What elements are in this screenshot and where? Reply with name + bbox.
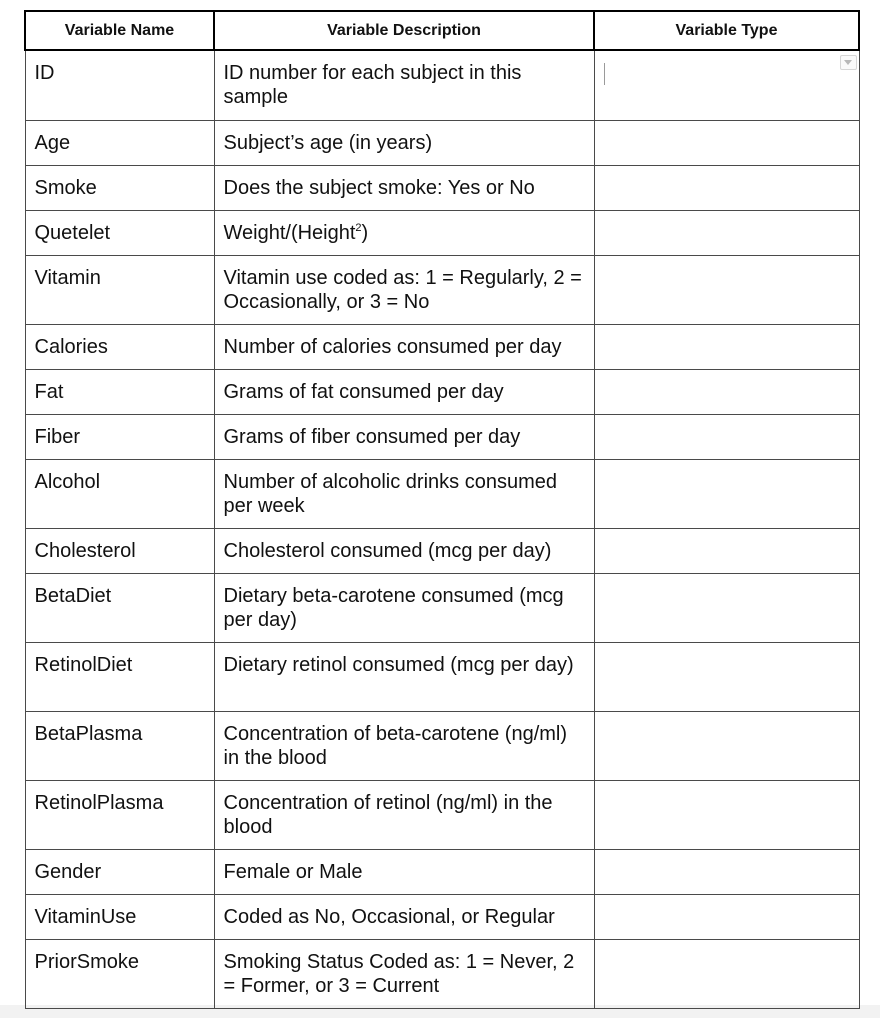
table-row xyxy=(25,459,859,528)
variables-table xyxy=(24,10,860,1009)
variable-name-cell: Cholesterol xyxy=(25,528,214,573)
table-row xyxy=(25,165,859,210)
table-row xyxy=(25,255,859,324)
description-text: ) xyxy=(361,221,369,244)
variable-type-cell[interactable] xyxy=(594,894,859,939)
variable-type-cell[interactable] xyxy=(594,642,859,711)
table-row xyxy=(25,894,859,939)
table-row xyxy=(25,50,859,120)
table-row xyxy=(25,414,859,459)
variable-type-cell[interactable] xyxy=(594,50,859,120)
variable-description-cell: Female or Male xyxy=(214,849,594,894)
description-text: Weight/(Height xyxy=(223,221,356,244)
variable-description-cell: Concentration of retinol (ng/ml) in the blood xyxy=(214,780,594,849)
variable-description-cell xyxy=(214,210,594,255)
variable-name-cell: Quetelet xyxy=(25,210,214,255)
variable-name-cell: ID xyxy=(25,50,214,120)
variable-description-cell: ID number for each subject in this sample xyxy=(214,50,594,120)
variable-name-cell: Calories xyxy=(25,324,214,369)
variable-type-cell[interactable] xyxy=(594,324,859,369)
variable-type-cell[interactable] xyxy=(594,573,859,642)
variable-type-cell[interactable] xyxy=(594,165,859,210)
variable-name-cell: RetinolDiet xyxy=(25,642,214,711)
table-row xyxy=(25,210,859,255)
table-row xyxy=(25,120,859,165)
variable-description-cell: Coded as No, Occasional, or Regular xyxy=(214,894,594,939)
variable-name-cell: Alcohol xyxy=(25,459,214,528)
table-header-row xyxy=(25,11,859,50)
variable-name-cell: BetaPlasma xyxy=(25,711,214,780)
variable-description-cell: Concentration of beta-carotene (ng/ml) in the blood xyxy=(214,711,594,780)
variable-description-cell: Grams of fat consumed per day xyxy=(214,369,594,414)
variable-type-cell[interactable] xyxy=(594,528,859,573)
variable-type-cell[interactable] xyxy=(594,369,859,414)
variable-description-cell: Subject’s age (in years) xyxy=(214,120,594,165)
variable-name-cell: RetinolPlasma xyxy=(25,780,214,849)
table-row xyxy=(25,711,859,780)
chevron-down-icon[interactable] xyxy=(840,55,857,70)
superscript-two: 2 xyxy=(355,221,362,234)
variable-description-cell: Dietary retinol consumed (mcg per day) xyxy=(214,642,594,711)
variable-type-cell[interactable] xyxy=(594,711,859,780)
variable-description-cell: Does the subject smoke: Yes or No xyxy=(214,165,594,210)
variable-description-cell: Grams of fiber consumed per day xyxy=(214,414,594,459)
table-row xyxy=(25,939,859,1008)
variable-name-cell: VitaminUse xyxy=(25,894,214,939)
variable-type-cell[interactable] xyxy=(594,210,859,255)
variable-type-cell[interactable] xyxy=(594,255,859,324)
table-row xyxy=(25,642,859,711)
table-row xyxy=(25,369,859,414)
header-variable-type: Variable Type xyxy=(594,11,859,50)
variable-name-cell: Smoke xyxy=(25,165,214,210)
variable-type-cell[interactable] xyxy=(594,414,859,459)
variable-description-cell: Cholesterol consumed (mcg per day) xyxy=(214,528,594,573)
table-row xyxy=(25,573,859,642)
variable-type-cell[interactable] xyxy=(594,120,859,165)
variable-name-cell: Fiber xyxy=(25,414,214,459)
variable-type-cell[interactable] xyxy=(594,849,859,894)
table-row xyxy=(25,324,859,369)
variable-description-cell: Dietary beta-carotene consumed (mcg per day) xyxy=(214,573,594,642)
table-row xyxy=(25,528,859,573)
variable-name-cell: Gender xyxy=(25,849,214,894)
variable-name-cell: Vitamin xyxy=(25,255,214,324)
variable-description-cell: Smoking Status Coded as: 1 = Never, 2 = Former, or 3 = Current xyxy=(214,939,594,1008)
variable-description-cell: Number of calories consumed per day xyxy=(214,324,594,369)
variable-name-cell: Age xyxy=(25,120,214,165)
header-variable-description: Variable Description xyxy=(214,11,594,50)
text-cursor xyxy=(604,63,605,85)
variable-name-cell: Fat xyxy=(25,369,214,414)
table-row xyxy=(25,780,859,849)
variable-type-cell[interactable] xyxy=(594,780,859,849)
variable-type-cell[interactable] xyxy=(594,939,859,1008)
variable-type-cell[interactable] xyxy=(594,459,859,528)
header-variable-name: Variable Name xyxy=(25,11,214,50)
variable-name-cell: BetaDiet xyxy=(25,573,214,642)
table-row xyxy=(25,849,859,894)
variable-name-cell: PriorSmoke xyxy=(25,939,214,1008)
variable-description-cell: Number of alcoholic drinks consumed per week xyxy=(214,459,594,528)
variable-description-cell: Vitamin use coded as: 1 = Regularly, 2 = Occasionally, or 3 = No xyxy=(214,255,594,324)
